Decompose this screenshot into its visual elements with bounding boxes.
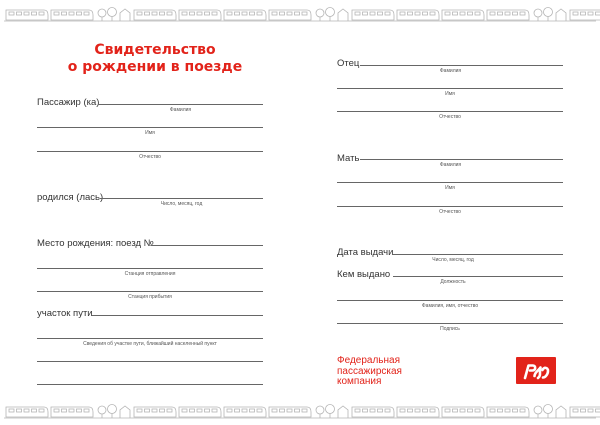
segment-line[interactable] <box>92 315 263 316</box>
birth-date-line[interactable] <box>100 198 263 199</box>
issue-date-caption: Число, месяц, год <box>432 257 474 263</box>
segment-details-line[interactable] <box>37 338 263 339</box>
issuer-fio-line[interactable] <box>337 300 563 301</box>
departure-station-caption: Станция отправления <box>124 271 176 277</box>
company-line-1: Федеральная <box>337 355 401 366</box>
segment-extra-line-1[interactable] <box>37 361 263 362</box>
top-train-border <box>0 4 600 24</box>
mother-name-caption: Имя <box>445 185 455 191</box>
mother-surname-caption: Фамилия <box>439 162 462 168</box>
segment-extra-line-2[interactable] <box>37 384 263 385</box>
title-line-2: о рождении в поезде <box>67 59 243 75</box>
father-name-caption: Имя <box>445 91 455 97</box>
bottom-train-border <box>0 401 600 421</box>
mother-surname-line[interactable] <box>360 159 563 160</box>
passenger-patronymic-caption: Отчество <box>139 154 161 160</box>
signature-line[interactable] <box>337 323 563 324</box>
passenger-surname-line[interactable] <box>98 104 263 105</box>
company-line-2: пассажирская <box>337 365 402 377</box>
mother-patronymic-line[interactable] <box>337 206 563 207</box>
father-surname-line[interactable] <box>360 65 563 66</box>
passenger-name-caption: Имя <box>145 130 155 136</box>
passenger-label: Пассажир (ка) <box>37 97 100 108</box>
father-patronymic-caption: Отчество <box>439 114 461 120</box>
father-name-line[interactable] <box>337 88 563 89</box>
birth-date-caption: Число, месяц, год <box>160 201 203 207</box>
father-surname-caption: Фамилия <box>439 68 462 74</box>
segment-details-caption: Сведения об участке пути, ближайший населенный пункт <box>83 341 217 347</box>
father-patronymic-line[interactable] <box>337 111 563 112</box>
born-label: родился (лась) <box>37 192 104 203</box>
passenger-surname-caption: Фамилия <box>169 107 192 113</box>
birthplace-label: Место рождения: поезд № <box>37 238 154 249</box>
issuer-position-caption: Должность <box>440 279 466 285</box>
arrival-station-line[interactable] <box>37 291 263 292</box>
father-label: Отец <box>337 58 360 69</box>
rzd-logo-icon <box>516 357 556 384</box>
departure-station-line[interactable] <box>37 268 263 269</box>
issuer-position-line[interactable] <box>393 276 563 277</box>
signature-caption: Подпись <box>440 326 460 332</box>
title-line-1: Свидетельство <box>94 42 216 58</box>
document-title <box>40 42 270 76</box>
company-name <box>337 356 402 388</box>
issuer-fio-caption: Фамилия, имя, отчество <box>421 303 479 309</box>
issue-date-line[interactable] <box>393 254 563 255</box>
arrival-station-caption: Станция прибытия <box>128 294 172 300</box>
mother-patronymic-caption: Отчество <box>439 209 461 215</box>
passenger-name-line[interactable] <box>37 127 263 128</box>
train-number-line[interactable] <box>151 245 263 246</box>
issue-date-label: Дата выдачи <box>337 247 394 258</box>
segment-label: участок пути <box>37 308 93 319</box>
company-line-3: компания <box>337 376 382 387</box>
issued-by-label: Кем выдано <box>337 269 391 280</box>
mother-label: Мать <box>337 153 360 164</box>
passenger-patronymic-line[interactable] <box>37 151 263 152</box>
mother-name-line[interactable] <box>337 182 563 183</box>
